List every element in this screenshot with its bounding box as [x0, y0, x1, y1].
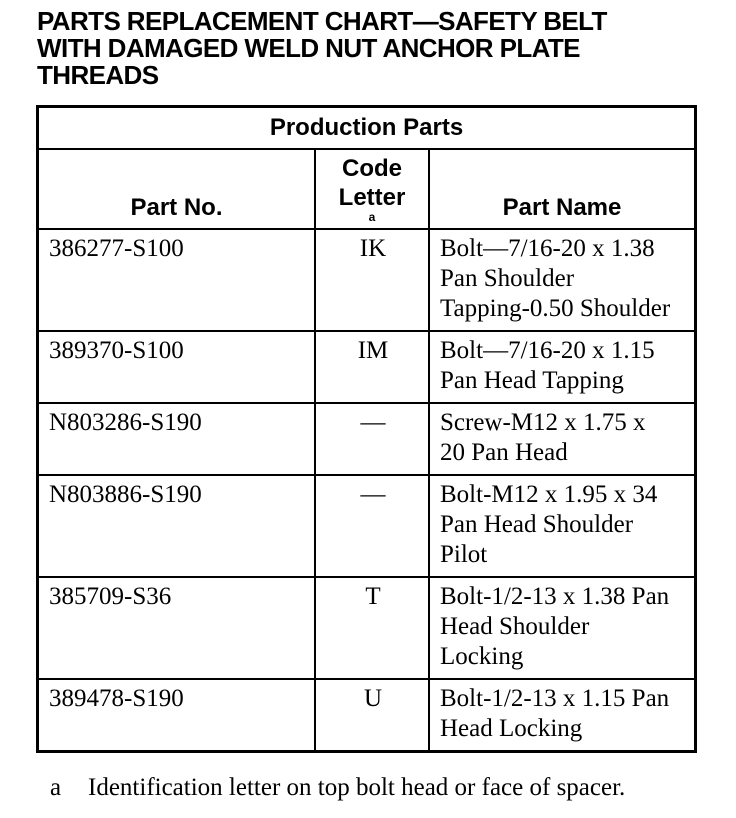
- part-no-cell: 385709-S36: [38, 577, 316, 679]
- part-no-cell: 389370-S100: [38, 331, 316, 403]
- table-row: [38, 403, 696, 475]
- part-name-cell: [429, 577, 696, 679]
- part-name-cell: [429, 229, 696, 331]
- code-letter-cell: —: [315, 475, 429, 577]
- part-name-line: Pan Head Tapping: [440, 367, 624, 394]
- part-name-cell: [429, 475, 696, 577]
- part-name-line: Head Locking: [440, 715, 583, 742]
- part-name-line: Bolt—7/16-20 x 1.15: [440, 337, 655, 364]
- table-row: [38, 229, 696, 331]
- part-name-line: Pan Shoulder: [440, 265, 575, 292]
- table-row: [38, 577, 696, 679]
- part-name-cell: [429, 679, 696, 752]
- part-no-cell: 389478-S190: [38, 679, 316, 752]
- part-name-line: Bolt-1/2-13 x 1.38 Pan: [440, 583, 670, 610]
- code-letter-cell: IM: [315, 331, 429, 403]
- footnote-letter: a: [50, 774, 62, 801]
- part-name-line: Bolt-1/2-13 x 1.15 Pan: [440, 685, 670, 712]
- part-name-line: 20 Pan Head: [440, 439, 568, 466]
- table-row: [38, 679, 696, 752]
- footnote: [50, 773, 730, 803]
- part-name-line: Bolt-M12 x 1.95 x 34: [440, 481, 658, 508]
- part-name-header: Part Name: [429, 149, 696, 229]
- part-no-cell: 386277-S100: [38, 229, 316, 331]
- part-no-cell: N803886-S190: [38, 475, 316, 577]
- table-row: [38, 331, 696, 403]
- title-line: THREADS: [37, 60, 159, 90]
- footnote-marker: a: [368, 210, 376, 224]
- part-name-line: Pilot: [440, 541, 488, 568]
- code-header-line: Code: [342, 155, 402, 182]
- part-no-cell: N803286-S190: [38, 403, 316, 475]
- title-line: PARTS REPLACEMENT CHART—SAFETY BELT: [37, 6, 607, 36]
- part-name-line: Locking: [440, 643, 524, 670]
- part-no-header: Part No.: [38, 149, 316, 229]
- parts-table: [36, 105, 697, 753]
- title-line: WITH DAMAGED WELD NUT ANCHOR PLATE: [37, 33, 580, 63]
- part-name-cell: [429, 403, 696, 475]
- footnote-text: Identification letter on top bolt head or face of spacer.: [88, 774, 626, 801]
- code-letter-cell: T: [315, 577, 429, 679]
- table-row: [38, 475, 696, 577]
- part-name-line: Screw-M12 x 1.75 x: [440, 409, 646, 436]
- chart-title: [37, 8, 717, 89]
- part-name-line: Bolt—7/16-20 x 1.38: [440, 235, 655, 262]
- part-name-line: Tapping-0.50 Shoulder: [440, 295, 671, 322]
- production-parts-header: Production Parts: [38, 107, 696, 150]
- part-name-line: Pan Head Shoulder: [440, 511, 634, 538]
- code-letter-cell: U: [315, 679, 429, 752]
- code-letter-header: [315, 149, 429, 229]
- letter-header-line: Letter: [338, 184, 406, 211]
- code-letter-cell: —: [315, 403, 429, 475]
- part-name-line: Head Shoulder: [440, 613, 590, 640]
- code-letter-cell: IK: [315, 229, 429, 331]
- part-name-cell: [429, 331, 696, 403]
